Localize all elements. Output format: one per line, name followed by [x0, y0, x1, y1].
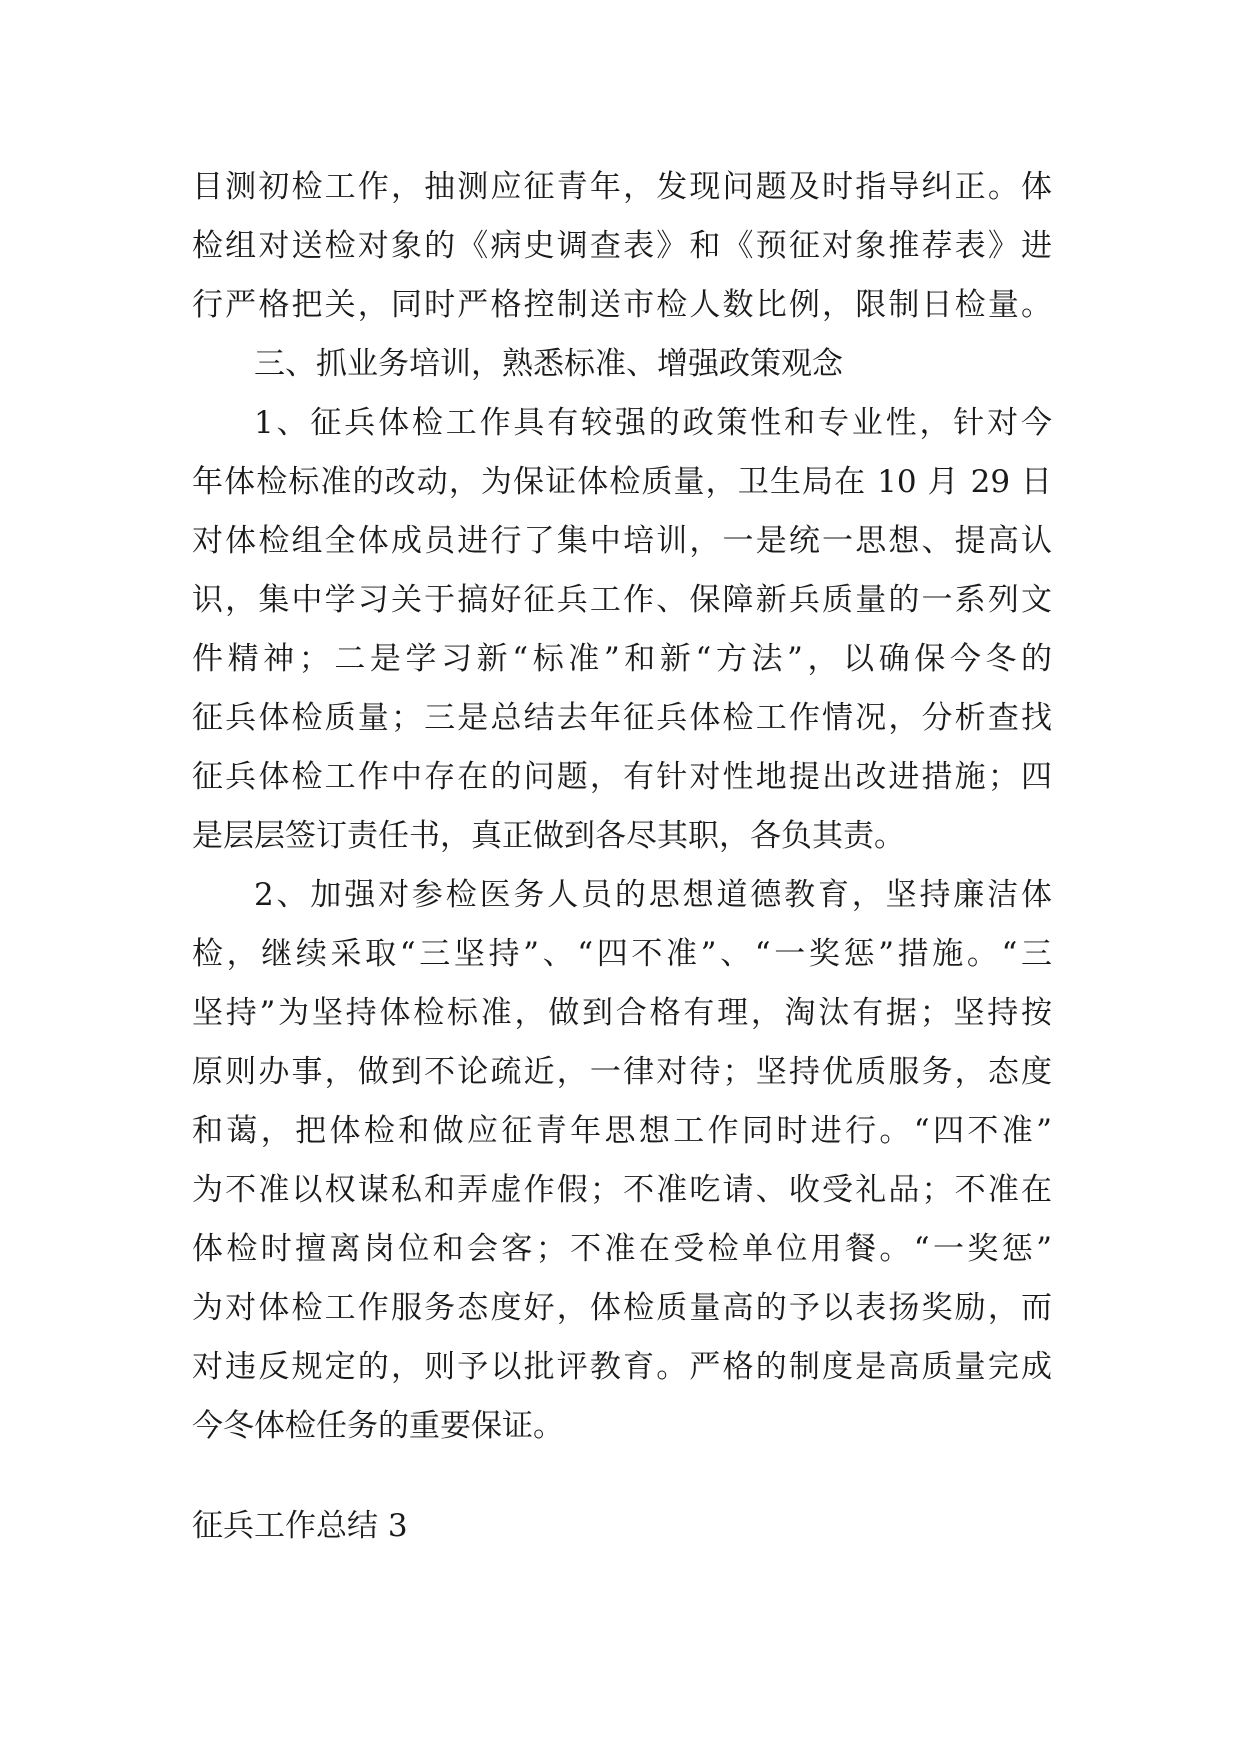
- text-line: 年体检标准的改动，为保证体检质量，卫生局在 10 月 29 日: [192, 464, 1052, 500]
- text-line: 今冬体检任务的重要保证。: [192, 1408, 564, 1444]
- text-line: 原则办事，做到不论疏近，一律对待；坚持优质服务，态度: [192, 1054, 1052, 1090]
- text-line: 和蔼，把体检和做应征青年思想工作同时进行。“四不准”: [192, 1113, 1052, 1149]
- section-title: 征兵工作总结 3: [192, 1508, 408, 1544]
- section-heading: 三、抓业务培训，熟悉标准、增强政策观念: [254, 346, 843, 382]
- text-line: 检组对送检对象的《病史调查表》和《预征对象推荐表》进: [192, 228, 1052, 264]
- text-line: 对体检组全体成员进行了集中培训，一是统一思想、提高认: [192, 523, 1052, 559]
- text-line: 征兵体检质量；三是总结去年征兵体检工作情况，分析查找: [192, 700, 1052, 736]
- text-line: 目测初检工作，抽测应征青年，发现问题及时指导纠正。体: [192, 169, 1052, 205]
- text-line: 件精神；二是学习新“标准”和新“方法”，以确保今冬的: [192, 641, 1052, 677]
- text-line: 识，集中学习关于搞好征兵工作、保障新兵质量的一系列文: [192, 582, 1052, 618]
- text-line: 行严格把关，同时严格控制送市检人数比例，限制日检量。: [192, 287, 1052, 323]
- text-line: 是层层签订责任书，真正做到各尽其职，各负其责。: [192, 818, 905, 854]
- text-line: 体检时擅离岗位和会客；不准在受检单位用餐。“一奖惩”: [192, 1231, 1052, 1267]
- text-line: 为对体检工作服务态度好，体检质量高的予以表扬奖励，而: [192, 1290, 1052, 1326]
- text-line: 对违反规定的，则予以批评教育。严格的制度是高质量完成: [192, 1349, 1052, 1385]
- text-line: 征兵体检工作中存在的问题，有针对性地提出改进措施；四: [192, 759, 1052, 795]
- document-body: [192, 158, 1052, 1456]
- text-line: 1、征兵体检工作具有较强的政策性和专业性，针对今: [254, 405, 1052, 441]
- text-line: 检，继续采取“三坚持”、“四不准”、“一奖惩”措施。“三: [192, 936, 1052, 972]
- text-line: 2、加强对参检医务人员的思想道德教育，坚持廉洁体: [254, 877, 1052, 913]
- text-line: 坚持”为坚持体检标准，做到合格有理，淘汰有据；坚持按: [192, 995, 1052, 1031]
- text-line: 为不准以权谋私和弄虚作假；不准吃请、收受礼品；不准在: [192, 1172, 1052, 1208]
